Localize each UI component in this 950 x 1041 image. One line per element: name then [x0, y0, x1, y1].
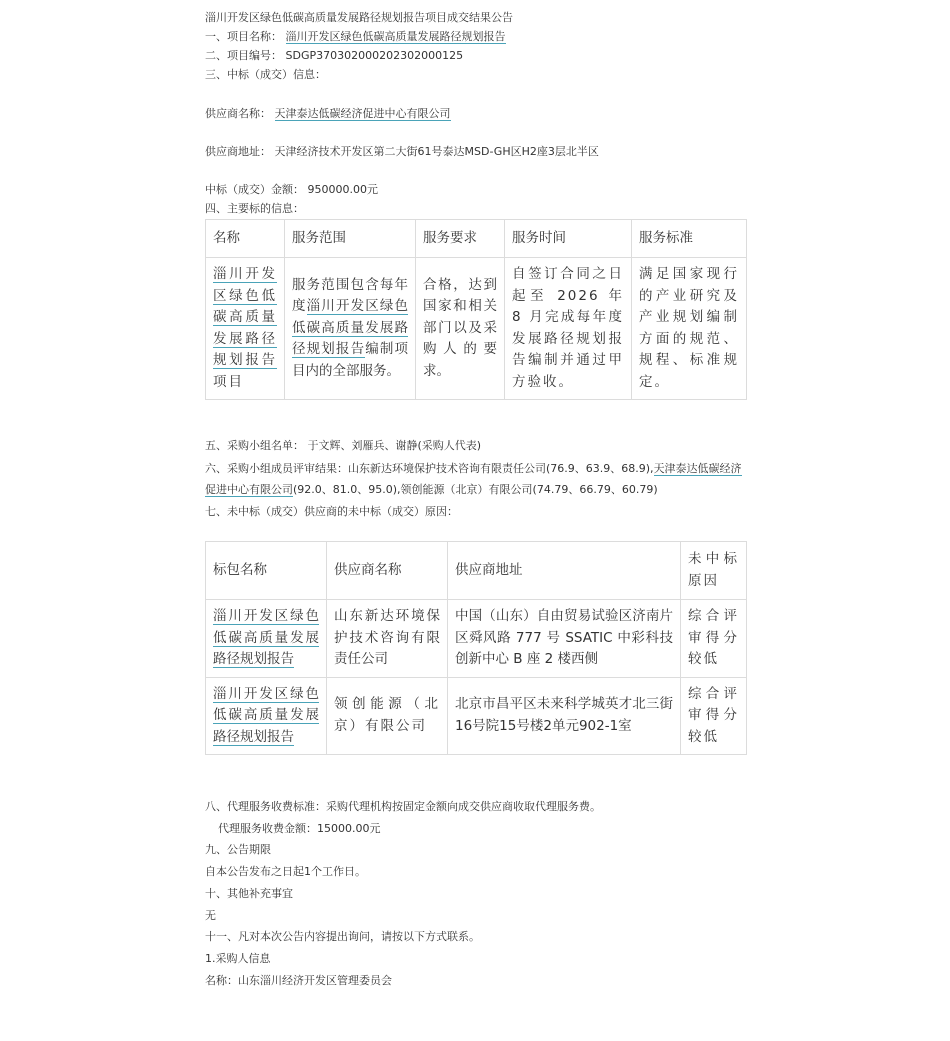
project-number-line [205, 48, 463, 64]
subject-name-link[interactable]: 淄川开发区绿色低碳高质量发展路径规划报告 [213, 266, 277, 368]
table-header-row [206, 220, 747, 258]
buyer-info-heading: 1.采购人信息 [205, 952, 271, 965]
main-subject-heading: 四、主要标的信息： [205, 202, 304, 215]
fee-amount-line: 代理服务收费金额：15000.00元 [218, 822, 381, 835]
buyer-name-line [205, 973, 392, 989]
subject-scope-link[interactable]: 淄川开发区绿色低碳高质量发展路径规划报告 [292, 298, 409, 358]
supplier-address-line [205, 144, 599, 160]
package-cell [206, 677, 327, 755]
table-row [206, 600, 747, 678]
header-time: 服务时间 [505, 220, 632, 258]
purchase-group-line [205, 438, 481, 454]
review-result-post: (92.0、81.0、95.0),领创能源（北京）有限公司(74.79、66.79、60.79) [293, 483, 658, 496]
subject-requirement-cell: 合格，达到国家和相关部门以及采购人的要求。 [416, 258, 505, 400]
review-result-line [205, 458, 750, 500]
bid-info-heading: 三、中标（成交）信息： [205, 68, 326, 81]
subject-scope-pre: 服务范围包含每年度 [292, 276, 408, 315]
table-header-row [206, 542, 747, 600]
table-row [206, 258, 747, 400]
subject-standard-cell: 满足国家现行的产业研究及产业规划编制方面的规范、规程、标准规定。 [632, 258, 747, 400]
supplier-address-value: 天津经济技术开发区第二大街61号泰达MSD-GH区H2座3层北半区 [274, 145, 599, 158]
supplier-name-line [205, 106, 451, 122]
reason-cell: 综合评审得分较低 [681, 677, 747, 755]
package-link[interactable]: 淄川开发区绿色低碳高质量发展路径规划报告 [213, 608, 319, 667]
header-package: 标包名称 [206, 542, 327, 600]
other-value: 无 [205, 909, 216, 922]
review-result-pre: 六、采购小组成员评审结果：山东新达环境保护技术咨询有限责任公司(76.9、63.9、68.9), [205, 462, 654, 475]
subject-name-tail: 项目 [213, 373, 244, 390]
buyer-name-value: 山东淄川经济开发区管理委员会 [238, 974, 392, 987]
project-number-label: 二、项目编号： [205, 49, 282, 62]
package-cell [206, 600, 327, 678]
project-number-value: SDGP370302000202302000125 [285, 49, 464, 62]
subject-time-cell: 自签订合同之日起至 2026 年 8 月完成每年度发展路径规划报告编制并通过甲方验收。 [505, 258, 632, 400]
address-cell: 中国（山东）自由贸易试验区济南片区舜风路 777 号 SSATIC 中彩科技创新中心 B 座 2 楼西侧 [448, 600, 681, 678]
bid-amount-label: 中标（成交）金额： [205, 183, 304, 196]
project-name-label: 一、项目名称： [205, 30, 282, 43]
supplier-cell: 山东新达环境保护技术咨询有限责任公司 [327, 600, 448, 678]
announcement-title: 淄川开发区绿色低碳高质量发展路径规划报告项目成交结果公告 [205, 11, 513, 24]
other-heading: 十、其他补充事宜 [205, 887, 293, 900]
header-address: 供应商地址 [448, 542, 681, 600]
header-supplier: 供应商名称 [327, 542, 448, 600]
subject-name-cell [206, 258, 285, 400]
supplier-name-link[interactable]: 天津泰达低碳经济促进中心有限公司 [274, 107, 451, 120]
subject-scope-post: 编制项目内的全部服务。 [292, 341, 409, 379]
contact-heading: 十一、凡对本次公告内容提出询问，请按以下方式联系。 [205, 930, 480, 943]
supplier-name-label: 供应商名称： [205, 107, 271, 120]
supplier-cell: 领创能源（北京）有限公司 [327, 677, 448, 755]
review-result-link[interactable]: 天津泰达低碳经济促进中心有限公司 [205, 462, 742, 496]
subject-scope-cell [285, 258, 416, 400]
purchase-group-label: 五、采购小组名单： [205, 439, 304, 452]
header-name: 名称 [206, 220, 285, 258]
period-heading: 九、公告期限 [205, 843, 271, 856]
header-standard: 服务标准 [632, 220, 747, 258]
header-scope: 服务范围 [285, 220, 416, 258]
project-name-link[interactable]: 淄川开发区绿色低碳高质量发展路径规划报告 [285, 30, 506, 43]
main-subject-table [205, 219, 747, 400]
header-requirement: 服务要求 [416, 220, 505, 258]
bid-amount-line [205, 182, 378, 198]
losers-table [205, 541, 747, 755]
reason-cell: 综合评审得分较低 [681, 600, 747, 678]
supplier-address-label: 供应商地址： [205, 145, 271, 158]
project-name-line [205, 29, 506, 45]
losers-heading: 七、未中标（成交）供应商的未中标（成交）原因： [205, 505, 458, 518]
package-link[interactable]: 淄川开发区绿色低碳高质量发展路径规划报告 [213, 685, 319, 745]
buyer-name-label: 名称： [205, 974, 238, 987]
fee-standard-line: 八、代理服务收费标准：采购代理机构按固定金额向成交供应商收取代理服务费。 [205, 800, 601, 813]
purchase-group-value: 于文辉、刘雁兵、谢静(采购人代表) [307, 439, 482, 452]
address-cell: 北京市昌平区未来科学城英才北三街16号院15号楼2单元902-1室 [448, 677, 681, 755]
period-value: 自本公告发布之日起1个工作日。 [205, 865, 366, 878]
table-row [206, 677, 747, 755]
header-reason: 未中标原因 [681, 542, 747, 600]
bid-amount-value: 950000.00元 [307, 183, 378, 196]
